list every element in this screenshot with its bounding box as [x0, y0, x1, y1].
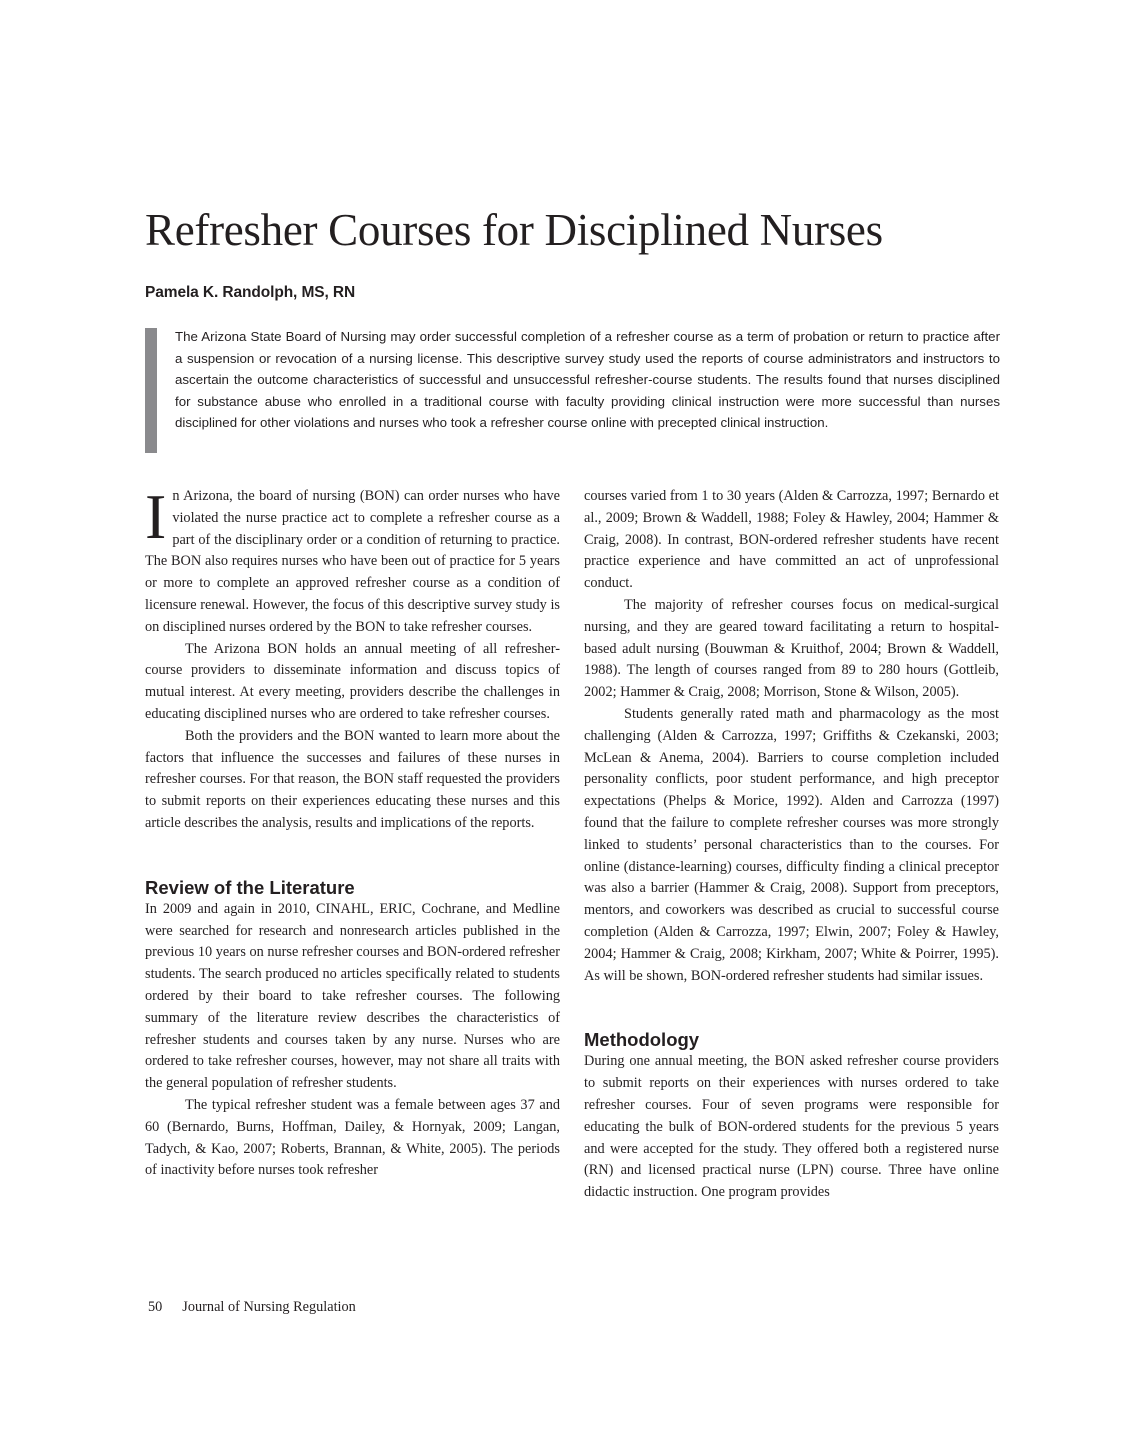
body-paragraph: The typical refresher student was a female between ages 37 and 60 (Bernardo, Burns, Hoffman, Dailey, & Hornyak, 2009; Langan, Tadych, & Kao, 2007; Roberts, Brannan, & White, 2005). The periods of inactivity before nurses took refresher [145, 1096, 560, 1179]
intro-text: n Arizona, the board of nursing (BON) can order nurses who have violated the nurse practice act to complete a refresher course as a part of the disciplinary order or a condition of returning to practice. The BON also requires nurses who have been out of practice for 5 years or more to complete an approved refresher course as a condition of licensure renewal. However, the focus of this descriptive survey study is on disciplined nurses ordered by the BON to take refresher courses. [145, 488, 560, 635]
author-byline: Pamela K. Randolph, MS, RN [145, 284, 356, 301]
body-paragraph: courses varied from 1 to 30 years (Alden & Carrozza, 1997; Bernardo et al., 2009; Brown & Waddell, 1988; Foley & Hawley, 2004; Hammer & Craig, 2008). In contrast, BON-ordered refresher students have recent practice experience and have committed an act of unprofessional conduct. [584, 488, 999, 592]
left-column [145, 481, 560, 1182]
body-paragraph: In 2009 and again in 2010, CINAHL, ERIC, Cochrane, and Medline were searched for research and nonresearch articles published in the previous 10 years on nurse refresher courses and BON-ordered refresher students. The search produced no articles specifically related to students ordered by their board to take refresher courses. The following summary of the literature review describes the characteristics of refresher students and courses taken by any nurse. Nurses who are ordered to take refresher courses, however, may not share all traits with the general population of refresher students. [145, 900, 560, 1092]
journal-name: Journal of Nursing Regulation [182, 1299, 356, 1315]
abstract: The Arizona State Board of Nursing may order successful completion of a refresher course as a term of probation or return to practice after a suspension or revocation of a nursing license. This descriptive survey study used the reports of course administrators and instructors to ascertain the outcome characteristics of successful and unsuccessful refresher-course students. The results found that nurses disciplined for substance abuse who enrolled in a traditional course with faculty providing clinical instruction were more successful than nurses disciplined for other violations and nurses who took a refresher course online with precepted clinical instruction. [175, 329, 1000, 431]
abstract-accent-bar [145, 328, 157, 453]
page-footer [148, 1297, 356, 1317]
body-paragraph: During one annual meeting, the BON asked refresher course providers to submit reports on their experiences with nurses ordered to take refresher courses. Four of seven programs were responsible for educating the bulk of BON-ordered students for the previous 5 years and were accepted for the study. They offered both a registered nurse (RN) and licensed practical nurse (LPN) course. Three have online didactic instruction. One program provides [584, 1053, 999, 1201]
article-title: Refresher Courses for Disciplined Nurses [145, 205, 883, 255]
body-paragraph: Students generally rated math and pharmacology as the most challenging (Alden & Carrozza, 1997; Griffiths & Czekanski, 2003; McLean & Anema, 2004). Barriers to course completion included personality conflicts, poor student performance, and high preceptor expectations (Phelps & Morice, 1992). Alden and Carrozza (1997) found that the failure to complete refresher courses was more strongly linked to students’ personal characteristics than to the courses. For online (distance-learning) courses, difficulty finding a clinical preceptor was also a barrier (Hammer & Craig, 2008). Support from preceptors, mentors, and coworkers was described as crucial to successful course completion (Alden & Carrozza, 1997; Elwin, 2007; Foley & Hawley, 2004; Hammer & Craig, 2008; Kirkham, 2007; White & Poirrer, 1995). As will be shown, BON-ordered refresher students had similar issues. [584, 705, 999, 984]
intro-paragraph [145, 481, 560, 639]
drop-cap: I [145, 481, 167, 552]
body-paragraph: The majority of refresher courses focus on medical-surgical nursing, and they are geared toward facilitating a return to hospital-based adult nursing (Bouwman & Kruithof, 2004; Brown & Waddell, 1988). The length of courses ranged from 89 to 280 hours (Gottleib, 2002; Hammer & Craig, 2008; Morrison, Stone & Wilson, 2005). [584, 596, 999, 701]
body-paragraph: Both the providers and the BON wanted to learn more about the factors that influence the successes and failures of these nurses in refresher courses. For that reason, the BON staff requested the providers to submit reports on their experiences educating these nurses and this article describes the analysis, results and implications of the reports. [145, 727, 560, 831]
body-paragraph: The Arizona BON holds an annual meeting of all refresher-course providers to disseminate information and discuss topics of mutual interest. At every meeting, providers describe the challenges in educating disciplined nurses who are ordered to take refresher courses. [145, 640, 560, 722]
right-column [584, 486, 999, 1204]
section-heading-review: Review of the Literature [145, 876, 355, 898]
page-number: 50 [148, 1299, 163, 1315]
section-heading-methodology: Methodology [584, 1029, 700, 1051]
